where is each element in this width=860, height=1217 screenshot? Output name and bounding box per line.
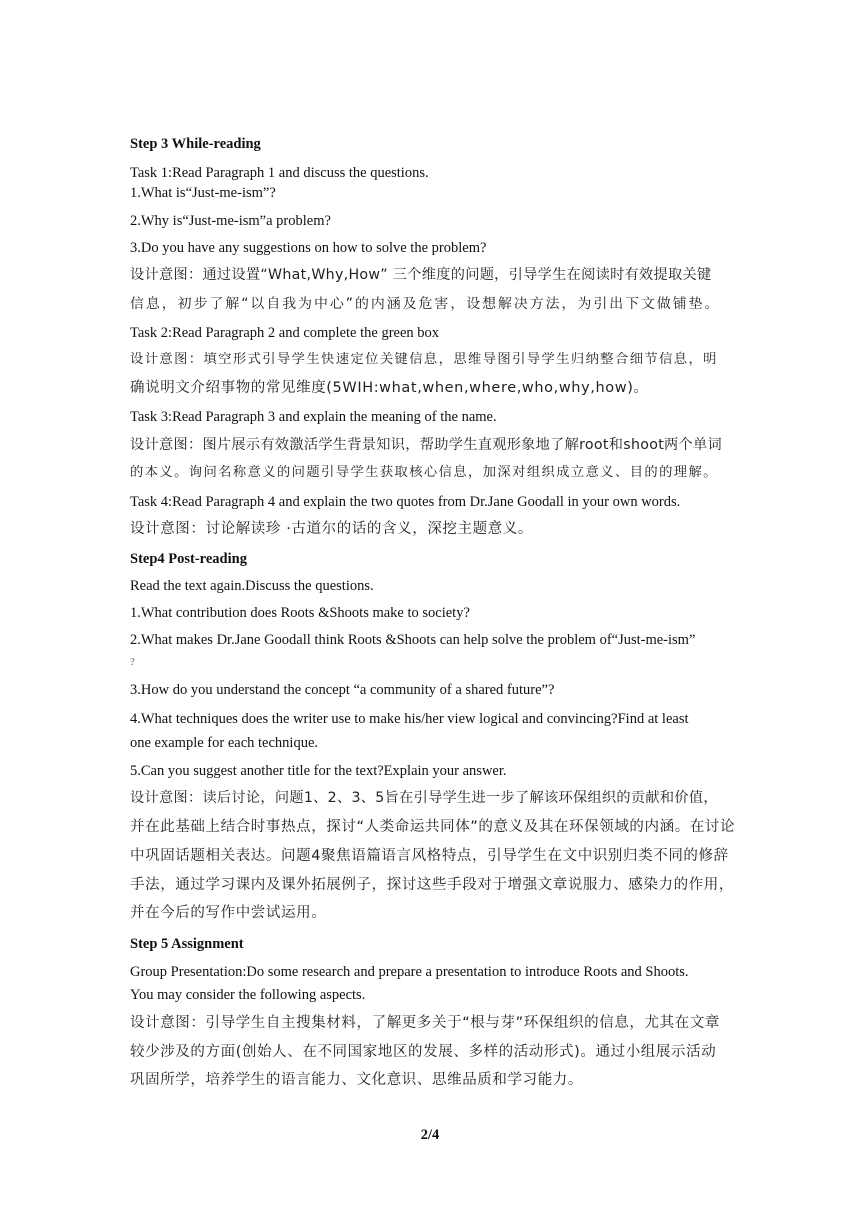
instruction-line: Read the text again.Discuss the questions. xyxy=(130,578,374,594)
design-intent-line: 信息，初步了解“以自我为中心”的内涵及危害，设想解决方法，为引出下文做铺垫。 xyxy=(130,296,721,312)
question-mark-line: ? xyxy=(130,656,135,668)
question-line: 1.What contribution does Roots &Shoots make to society? xyxy=(130,605,470,621)
task1-line: Task 1:Read Paragraph 1 and discuss the questions. xyxy=(130,165,429,181)
design-intent-line: 设计意图：通过设置“What,Why,How” 三个维度的问题，引导学生在阅读时有效提取关键 xyxy=(130,267,712,283)
page-number: 2/4 xyxy=(420,1127,440,1143)
step3-heading: Step 3 While-reading xyxy=(130,136,261,152)
design-intent-line: 较少涉及的方面(创始人、在不同国家地区的发展、多样的活动形式)。通过小组展示活动 xyxy=(130,1044,717,1060)
assignment-line: You may consider the following aspects. xyxy=(130,987,366,1003)
design-intent-line: 巩固所学，培养学生的语言能力、文化意识、思维品质和学习能力。 xyxy=(130,1072,583,1088)
question-line: 2.Why is“Just-me-ism”a problem? xyxy=(130,213,331,229)
design-intent-line: 并在此基础上结合时事热点，探讨“人类命运共同体”的意义及其在环保领域的内涵。在讨论 xyxy=(130,819,736,835)
question-line: 1.What is“Just-me-ism”? xyxy=(130,185,276,201)
question-line: 5.Can you suggest another title for the text?Explain your answer. xyxy=(130,763,507,779)
design-intent-line: 设计意图：讨论解读珍 ·古道尔的话的含义，深挖主题意义。 xyxy=(130,521,534,537)
design-intent-line: 手法，通过学习课内及课外拓展例子，探讨这些手段对于增强文章说服力、感染力的作用， xyxy=(130,877,734,893)
assignment-line: Group Presentation:Do some research and prepare a presentation to introduce Roots and Shoots. xyxy=(130,964,689,980)
task3-line: Task 3:Read Paragraph 3 and explain the meaning of the name. xyxy=(130,409,497,425)
design-intent-line: 中巩固话题相关表达。问题4聚焦语篇语言风格特点，引导学生在文中识别归类不同的修辞 xyxy=(130,848,729,864)
question-line: one example for each technique. xyxy=(130,735,319,751)
design-intent-line: 设计意图：图片展示有效激活学生背景知识，帮助学生直观形象地了解root和shoot两个单词 xyxy=(130,437,723,453)
question-line: 3.Do you have any suggestions on how to solve the problem? xyxy=(130,240,487,256)
task2-line: Task 2:Read Paragraph 2 and complete the green box xyxy=(130,325,440,341)
design-intent-line: 设计意图：读后讨论，问题1、2、3、5旨在引导学生进一步了解该环保组织的贡献和价值， xyxy=(130,790,718,806)
question-line: 3.How do you understand the concept “a community of a shared future”? xyxy=(130,682,555,698)
question-line: 4.What techniques does the writer use to make his/her view logical and convincing?Find at least xyxy=(130,711,689,727)
design-intent-line: 确说明文介绍事物的常见维度(5WIH:what,when,where,who,why,how)。 xyxy=(130,380,649,396)
design-intent-line: 并在今后的写作中尝试运用。 xyxy=(130,905,327,921)
design-intent-line: 设计意图：填空形式引导学生快速定位关键信息，思维导图引导学生归纳整合细节信息，明 xyxy=(130,352,718,367)
step4-heading: Step4 Post-reading xyxy=(130,551,247,567)
design-intent-line: 的本义。询问名称意义的问题引导学生获取核心信息，加深对组织成立意义、目的的理解。 xyxy=(130,465,718,480)
task4-line: Task 4:Read Paragraph 4 and explain the two quotes from Dr.Jane Goodall in your own words. xyxy=(130,494,681,510)
step5-heading: Step 5 Assignment xyxy=(130,936,244,952)
question-line: 2.What makes Dr.Jane Goodall think Roots &Shoots can help solve the problem of“Just-me-ism” xyxy=(130,632,696,648)
design-intent-line: 设计意图：引导学生自主搜集材料，了解更多关于“根与芽”环保组织的信息，尤其在文章 xyxy=(130,1015,721,1031)
